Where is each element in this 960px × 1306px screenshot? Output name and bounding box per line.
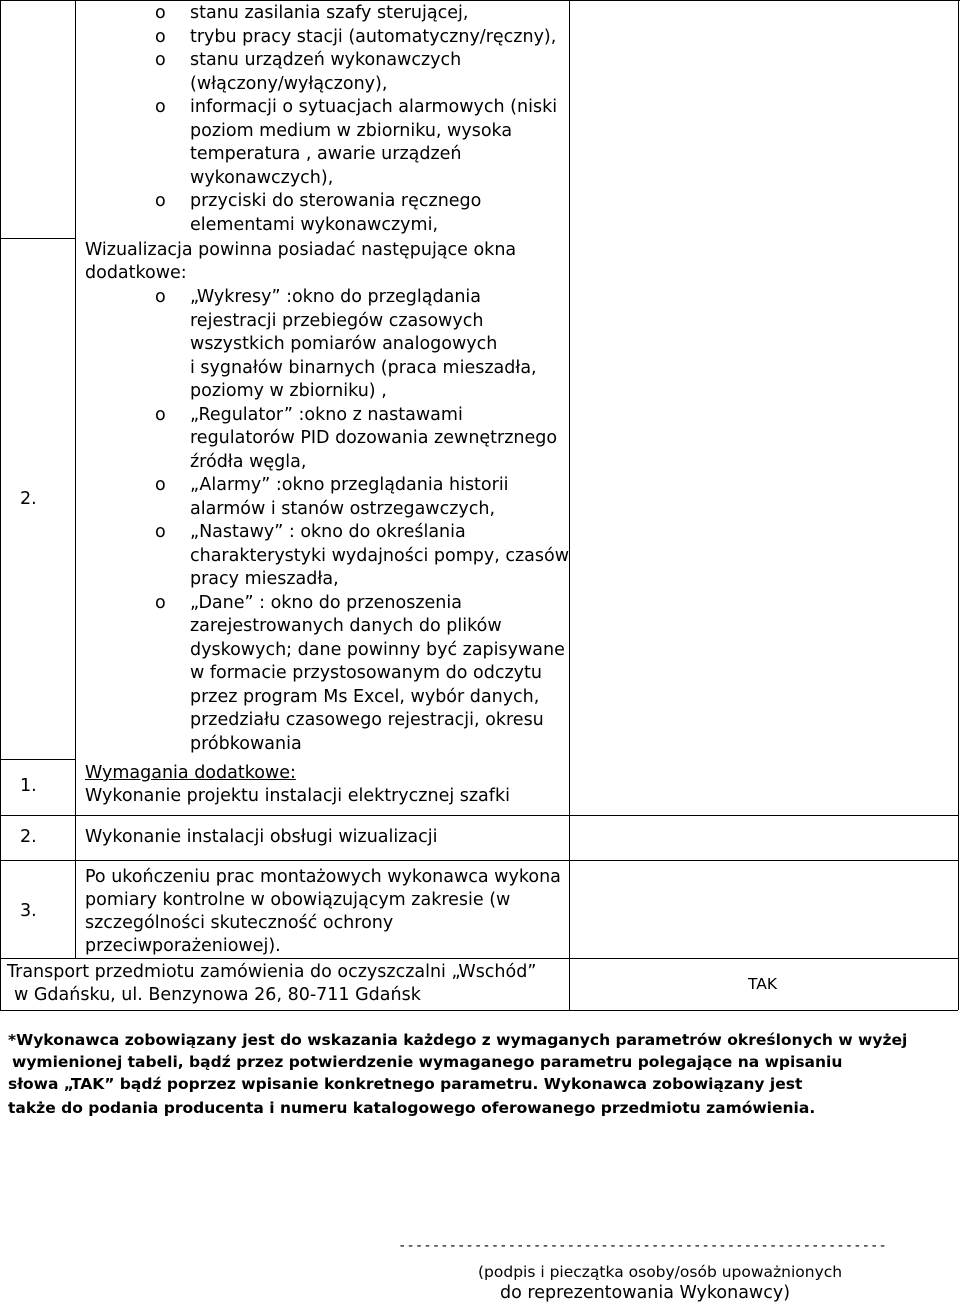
table-top-border bbox=[0, 0, 960, 1]
bullet-mark: o bbox=[155, 26, 166, 47]
bullet-text-line: wykonawczych), bbox=[190, 167, 334, 188]
row-text: Wykonanie projektu instalacji elektrycznej szafki bbox=[85, 786, 510, 806]
bullet-mark: o bbox=[155, 50, 166, 70]
bullet-text-line: źródła węgla, bbox=[190, 451, 307, 472]
bullet-text-line: dyskowych; dane powinny być zapisywane bbox=[190, 639, 565, 660]
bullet-mark: o bbox=[155, 475, 166, 495]
bullet-text-line: charakterystyki wydajności pompy, czasów bbox=[190, 545, 570, 566]
bullet-text-line: zarejestrowanych danych do plików bbox=[190, 616, 502, 636]
bullet-text-line: w formacie przystosowanym do odczytu bbox=[190, 663, 542, 683]
transport-text-line: Transport przedmiotu zamówienia do oczyszczalni „Wschód” bbox=[7, 962, 537, 982]
table-row-divider bbox=[0, 860, 958, 861]
section-number: 2. bbox=[20, 489, 37, 509]
bullet-text-line: (włączony/wyłączony), bbox=[190, 73, 388, 94]
bullet-text-line: „Wykresy” :okno do przeglądania bbox=[190, 287, 482, 307]
table-left-border bbox=[0, 0, 1, 1010]
bullet-mark: o bbox=[155, 592, 166, 613]
visualization-intro-line: Wizualizacja powinna posiadać następujące okna bbox=[85, 240, 517, 260]
visualization-intro-line: dodatkowe: bbox=[85, 263, 187, 283]
bullet-mark: o bbox=[155, 191, 166, 211]
row-text: Wykonanie instalacji obsługi wizualizacji bbox=[85, 827, 438, 847]
bullet-mark: o bbox=[155, 97, 166, 117]
bullet-mark: o bbox=[155, 287, 166, 307]
bullet-text-line: „Dane” : okno do przenoszenia bbox=[190, 592, 462, 613]
bullet-text-line: regulatorów PID dozowania zewnętrznego bbox=[190, 428, 558, 448]
footnote-line: także do podania producenta i numeru katalogowego oferowanego przedmiotu zamówienia. bbox=[8, 1099, 816, 1117]
bullet-text-line: „Regulator” :okno z nastawami bbox=[190, 404, 463, 425]
bullet-text-line: przez program Ms Excel, wybór danych, bbox=[190, 686, 540, 707]
footnote-line: wymienionej tabeli, bądź przez potwierdzenie wymaganego parametru polegające na wpisaniu bbox=[12, 1053, 843, 1071]
bullet-text-line: przedziału czasowego rejestracji, okresu bbox=[190, 710, 544, 730]
bullet-text-line: „Nastawy” : okno do określania bbox=[190, 522, 466, 542]
row-number: 3. bbox=[20, 901, 37, 921]
bullet-text-line: alarmów i stanów ostrzegawczych, bbox=[190, 498, 496, 519]
bullet-text-line: stanu zasilania szafy sterującej, bbox=[190, 3, 469, 23]
table-bottom-border bbox=[0, 1010, 958, 1011]
bullet-text-line: poziom medium w zbiorniku, wysoka bbox=[190, 120, 513, 141]
bullet-text-line: pracy mieszadła, bbox=[190, 569, 339, 589]
bullet-text-line: próbkowania bbox=[190, 733, 302, 754]
table-col-divider bbox=[569, 0, 570, 1010]
bullet-text-line: „Alarmy” :okno przeglądania historii bbox=[190, 475, 509, 495]
bullet-text-line: informacji o sytuacjach alarmowych (niski bbox=[190, 97, 558, 117]
bullet-text-line: rejestracji przebiegów czasowych bbox=[190, 310, 484, 331]
bullet-text-line: i sygnałów binarnych (praca mieszadła, bbox=[190, 357, 537, 378]
row-text-line: pomiary kontrolne w obowiązującym zakresie (w bbox=[85, 890, 511, 910]
bullet-text-line: przyciski do sterowania ręcznego bbox=[190, 191, 482, 211]
row-number: 2. bbox=[20, 827, 37, 847]
bullet-mark: o bbox=[155, 404, 166, 425]
bullet-text-line: poziomy w zbiorniku) , bbox=[190, 381, 387, 401]
row-text-line: przeciwporażeniowej). bbox=[85, 936, 281, 956]
bullet-text-line: trybu pracy stacji (automatyczny/ręczny), bbox=[190, 26, 557, 47]
signature-caption: do reprezentowania Wykonawcy) bbox=[500, 1283, 791, 1303]
table-row-divider bbox=[0, 759, 75, 760]
bullet-text-line: temperatura , awarie urządzeń bbox=[190, 144, 462, 164]
bullet-mark: o bbox=[155, 3, 166, 23]
transport-text-line: w Gdańsku, ul. Benzynowa 26, 80-711 Gdańsk bbox=[14, 985, 421, 1005]
row-text-line: Po ukończeniu prac montażowych wykonawca wykona bbox=[85, 867, 561, 887]
bullet-mark: o bbox=[155, 522, 166, 542]
footnote-line: *Wykonawca zobowiązany jest do wskazania każdego z wymaganych parametrów określonych w wyżej bbox=[8, 1031, 908, 1049]
signature-line: ---------------------------------------------------------- bbox=[398, 1238, 887, 1254]
extra-requirements-heading: Wymagania dodatkowe: bbox=[85, 763, 296, 783]
bullet-text-line: wszystkich pomiarów analogowych bbox=[190, 334, 498, 354]
bullet-text-line: elementami wykonawczymi, bbox=[190, 214, 439, 235]
table-row-divider bbox=[0, 238, 75, 239]
table-row-divider bbox=[0, 815, 958, 816]
row-number: 1. bbox=[20, 776, 37, 796]
footnote-line: słowa „TAK” bądź poprzez wpisanie konkretnego parametru. Wykonawca zobowiązany jest bbox=[8, 1075, 803, 1093]
transport-answer: TAK bbox=[748, 975, 778, 993]
table-right-border bbox=[958, 0, 959, 1010]
row-text-line: szczególności skuteczność ochrony bbox=[85, 913, 394, 933]
bullet-text-line: stanu urządzeń wykonawczych bbox=[190, 50, 462, 70]
signature-caption: (podpis i pieczątka osoby/osób upoważnionych bbox=[478, 1263, 843, 1281]
